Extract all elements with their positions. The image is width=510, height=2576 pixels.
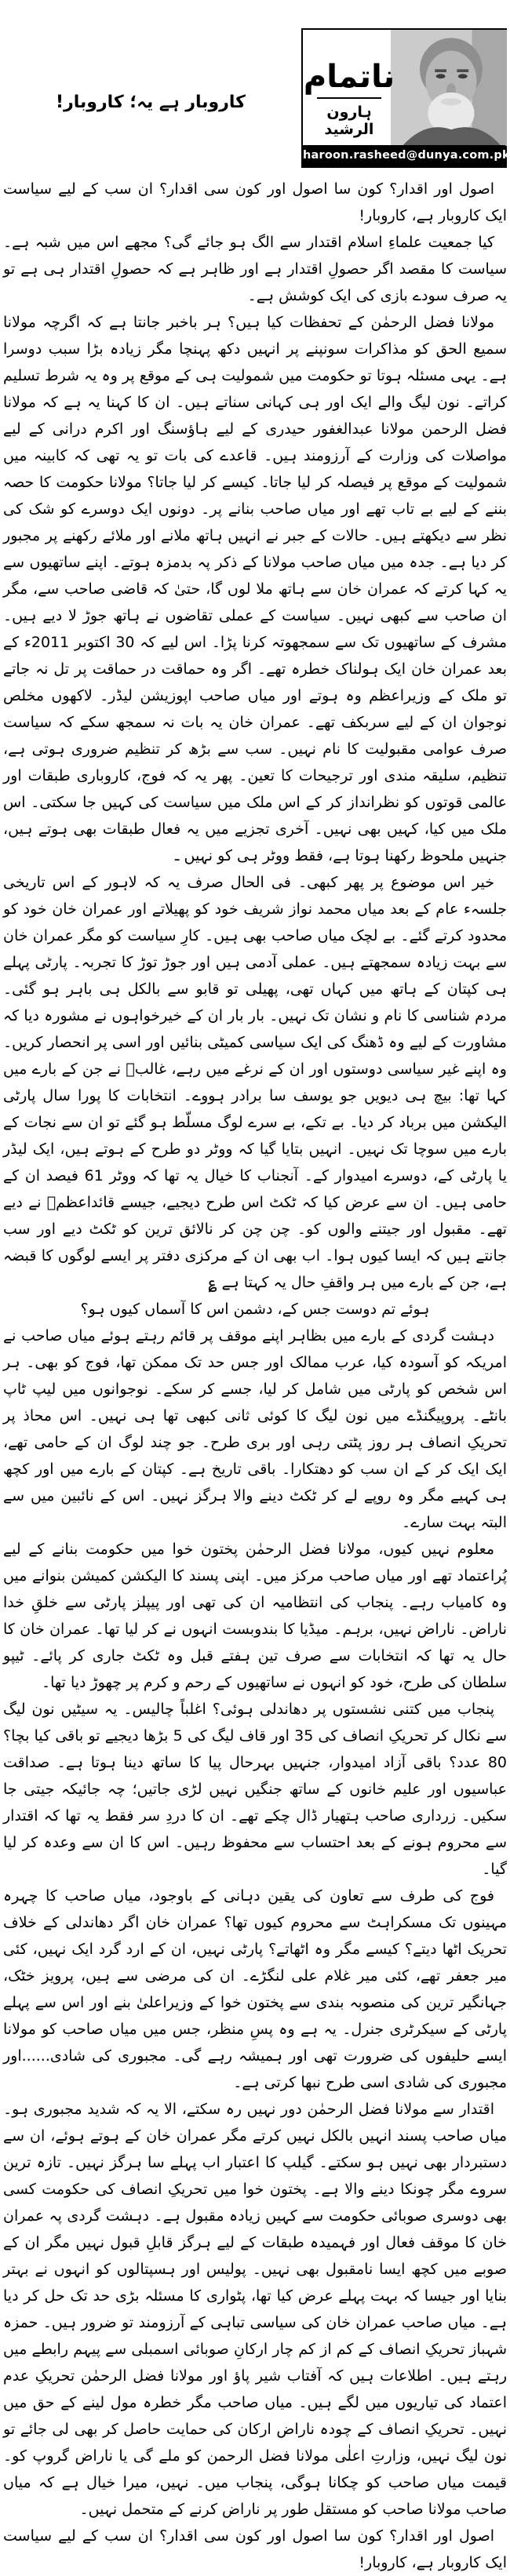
title-divider	[317, 97, 381, 99]
article-paragraph: معلوم نہیں کیوں، مولانا فضل الرحمٰن پختون خوا میں حکومت بنانے کے لیے پُراعتماد تھے اور میاں صاحب مرکز میں۔ اپنی پسند کا الیکشن کمیشن بنوانے میں وہ کامیاب رہے۔ پنجاب کی انتظامیہ ان کی تھی اور پیپلز پارٹی سے خلقِ خدا ناراض۔ ناراض نہیں، برہم۔ میڈیا کا بندوبست انہوں نے کر لیا تھا۔ عمران خان کا حال یہ تھا کہ انتخابات سے صرف تین ہفتے قبل وہ ٹکٹ جاری کر پائے۔ ٹیپو سلطان کی طرح، خود کو انہوں نے ساتھیوں کے رحم و کرم پر چھوڑ دیا تھا۔	[3, 1541, 507, 1691]
column-header-box	[301, 28, 510, 168]
author-name: ہارون الرشید	[324, 104, 374, 138]
verse-line: ہوئے تم دوست جس کے، دشمن اس کا آسماں کیوں ہو؟	[80, 1301, 430, 1318]
column-title-block	[303, 60, 395, 138]
author-photo-graphic	[391, 30, 507, 146]
article-body	[3, 176, 507, 2571]
article-paragraph: کیا جمعیت علماءِ اسلام اقتدار سے الگ ہو جائے گی؟ مجھے اس میں شبہ ہے۔ سیاست کا مقصد اگر حصولِ اقتدار ہے اور ظاہر ہے کہ حصولِ اقتدار ہی ہے تو یہ صرف سودے بازی کی ایک کوشش ہے۔	[3, 234, 507, 304]
article-paragraph: خیر اس موضوع پر پھر کبھی۔ فی الحال صرف یہ کہ لاہور کے اس تاریخی جلسہء عام کے بعد میاں محمد نواز شریف خود کو پھیلاتے اور عمران خان خود کو محدود کرتے گئے۔ بے لچک میاں صاحب بھی ہیں۔ کارِ سیاست کو مگر عمران خان سے بہت زیادہ سمجھتے ہیں۔ عملی آدمی ہیں اور جوڑ توڑ کا تجربہ۔ پارٹی پہلے ہی کپتان کے ہاتھ میں کہاں تھی، پھیلی تو قابو سے بالکل ہی باہر ہو گئی۔ مردم شناسی کا نام و نشان تک نہیں۔ بار بار ان کے خیرخواہوں نے مشورہ دیا کہ مشاورت کے لیے وہ ڈھنگ کی ایک سیاسی کمیٹی بنائیں اور اسی پر انحصار کریں۔ وہ اپنے غیر سیاسی دوستوں اور ان کے نرغے میں رہے، غالبؔ نے جن کے بارے میں کہا تھا: بیچ ہی دیویں جو یوسف سا برادر ہووے۔ انتخابات کا پورا سال پارٹی الیکشن میں برباد کر دیا۔ بے تکے، بے سرے لوگ مسلّط ہو گئے تو ان سے نجات کے بارے میں سوچا تک نہیں۔ انہیں بتایا گیا کہ ووٹر دو طرح کے ہوتے ہیں، ایک لیڈر یا پارٹی کے، دوسرے امیدوار کے۔ آنجناب کا خیال یہ تھا کہ ووٹر 61 فیصد ان کے حامی ہیں۔ ان سے عرض کیا کہ ٹکٹ اس طرح دیجیے، جیسے قائداعظمؒ نے دیے تھے۔ مقبول اور جیتنے والوں کو۔ چن چن کر نالائق ترین کو ٹکٹ دیے اور سب جانتے ہیں کہ ایسا کیوں ہوا۔ اب بھی ان کے مرکزی دفتر پر ایسے لوگوں کا قبضہ ہے، جن کے بارے میں ہر واقفِ حال یہ کہتا ہے ؏	[3, 874, 507, 1291]
article-paragraph: فوج کی طرف سے تعاون کی یقین دہانی کے باوجود، میاں صاحب کا چہرہ مہینوں تک مسکراہٹ سے محروم کیوں تھا؟ عمران خان اگر دھاندلی کے خلاف تحریک اٹھا دیتے؟ کیسے مگر وہ اٹھاتے؟ پارٹی نہیں، ان کے ارد گرد ایک نہیں، کئی میر جعفر تھے، کئی میر غلام علی لنگڑے۔ ان کی مرضی سے ہیں، پرویز خٹک، جہانگیر ترین کی منصوبہ بندی سے پختون خوا کے وزیراعلیٰ بنے اور اس سے پہلے پارٹی کے سیکرٹری جنرل۔ یہ ہے وہ پسِ منظر، جس میں میاں صاحب کو مولانا ایسے حلیفوں کی ضرورت تھی اور ہمیشہ رہے گی۔ مجبوری کی شادی......اور مجبوری کی شادی اسی طرح نبھا کرتی ہے۔	[3, 1887, 507, 2091]
author-photo	[391, 30, 507, 146]
article-paragraph: اقتدار سے مولانا فضل الرحمٰن دور نہیں رہ سکتے، الا یہ کہ شدید مجبوری ہو۔ میاں صاحب پسند انہیں بالکل نہیں کرتے مگر عمران خان کے ہوتے ہوئے، ان سے دستبردار بھی نہیں ہو سکتے۔ گیلپ کا اعتبار اب پہلے سا ہرگز نہیں۔ تازہ ترین سروے مگر چونکا دینے والا ہے۔ پختون خوا میں تحریکِ انصاف کی حکومت کسی بھی دوسری صوبائی حکومت سے کہیں زیادہ مقبول ہے۔ دہشت گردی پہ عمران خان کا موقف فعال اور فہمیدہ طبقات کے لیے ہرگز قابلِ قبول نہیں مگر ان کے صوبے میں کچھ ایسا نامقبول بھی نہیں۔ پولیس اور ہسپتالوں کو انہوں نے بہتر بنایا اور جیسا کہ بہت پہلے عرض کیا تھا، پٹواری کا مسئلہ بڑی حد تک حل کر دیا ہے۔ میاں صاحب عمران خان کی سیاسی تباہی کے آرزومند تو ضرور ہیں۔ حمزہ شہباز تحریکِ انصاف کے کم از کم چار ارکانِ صوبائی اسمبلی سے پیہم رابطے میں رہتے ہیں۔ اطلاعات ہیں کہ آفتاب شیر پاؤ اور مولانا فضل الرحمٰن تحریکِ عدم اعتماد کی تیاریوں میں لگے ہیں۔ میاں صاحب مگر خطرہ مول لینے کے حق میں نہیں۔ تحریکِ انصاف کے چودہ ناراض ارکان کی حمایت حاصل کر بھی لی جائے تو نون لیگ نہیں، وزارتِ اعلٰی مولانا فضل الرحمن کو ملے گی یا ناراض گروپ کو۔ قیمت میاں صاحب کو چکانا ہوگی، پنجاب میں۔ نہیں، میرا خیال ہے کہ میاں صاحب مولانا صاحب کو مستقل طور پر ناراض کرنے کے متحمل نہیں۔	[3, 2101, 507, 2518]
author-email: haroon.rasheed@dunya.com.pk	[303, 145, 505, 166]
article-headline: کاروبار ہے یہ؛ کاروبار!	[56, 93, 246, 112]
article-paragraph: دہشت گردی کے بارے میں بظاہر اپنے موقف پر قائم رہتے ہوئے میاں صاحب نے امریکہ کو آسودہ کیا، عرب ممالک اور جس حد تک ممکن تھا، فوج کو بھی۔ ہر اس شخص کو پارٹی میں شامل کر لیا، جسے کر سکے۔ نوجوانوں میں لیپ ٹاپ بانٹے۔ پروپیگنڈے میں نون لیگ کا کوئی ثانی کبھی تھا ہی نہیں۔ اس محاذ پر تحریکِ انصاف ہر روز پٹتی رہی اور بری طرح۔ جو چند لوگ ان کے حامی تھے، ایک ایک کر کے ان سب کو دھتکارا۔ باقی تاریخ ہے۔ کپتان کے بارے میں اور کچھ ہی کہیے مگر وہ روپے لے کر ٹکٹ دینے والا ہرگز نہیں۔ اس کے نائبین میں سے البتہ بہت سارے۔	[3, 1327, 507, 1531]
column-title: ناتمام	[303, 59, 395, 95]
article-paragraph: مولانا فضل الرحمٰن کے تحفظات کیا ہیں؟ ہر باخبر جانتا ہے کہ اگرچہ مولانا سمیع الحق کو مذاکرات سونپنے پر انہیں دکھ پہنچا مگر زیادہ بڑا سبب دوسرا ہے۔ یہی مسئلہ ہوتا تو حکومت میں شمولیت ہی کے موقع پر وہ یہ شرط تسلیم کراتے۔ نون لیگ والے ایک اور ہی کہانی سناتے ہیں۔ ان کا کہنا یہ ہے کہ مولانا فضل الرحمن مولانا عبدالغفور حیدری کے لیے ہاؤسنگ اور اکرم درانی کے لیے مواصلات کی وزارت کے آرزومند ہیں۔ قاعدے کی بات تو یہ تھی کہ کابینہ میں شمولیت کے موقع پر فیصلہ کر لیا جاتا۔ کیسے کر لیا جاتا؟ مولانا حکومت کا حصہ بننے کے لیے بے تاب تھے اور میاں صاحب بنانے پر۔ دونوں ایک دوسرے کو شک کی نظر سے دیکھتے ہیں۔ حالات کے جبر نے انہیں ہاتھ ملانے اور ملائے رکھنے پر مجبور کر دیا ہے۔ جدہ میں میاں صاحب مولانا کے ذکر پہ بدمزہ ہوتے۔ اپنے ساتھیوں سے یہ کہا کرتے کہ عمران خان سے ہاتھ ملا لوں گا، حتیٰ کہ قاضی صاحب سے، مگر ان صاحب سے کبھی نہیں۔ سیاست کے عملی تقاضوں نے ہاتھ جوڑ لا دیے ہیں۔ مشرف کے ساتھیوں تک سے سمجھوتہ کرنا پڑا۔ اس لیے کہ 30 اکتوبر 2011ء کے بعد عمران خان ایک ہولناک خطرہ تھے۔ اگر وہ حماقت در حماقت پر تل نہ جاتے تو ملک کے وزیراعظم وہ ہوتے اور میاں صاحب اپوزیشن لیڈر۔ لاکھوں مخلص نوجوان ان کے لیے سربکف تھے۔ عمران خان یہ بات نہ سمجھ سکے کہ سیاست صرف عوامی مقبولیت کا نام نہیں۔ سب سے بڑھ کر تنظیم ضروری ہوتی ہے، تنظیم، سلیقہ مندی اور ترجیحات کا تعین۔ پھر یہ کہ فوج، کاروباری طبقات اور عالمی قوتوں کو نظرانداز کر کے اس ملک میں سیاست کی کہیں جا سکتی۔ اس ملک میں کیا، کہیں بھی نہیں۔ آخری تجزیے میں یہ فعال طبقات بھی ہوتے ہیں، جنہیں ملحوظ رکھنا ہوتا ہے، فقط ووٹر ہی کو نہیں ـ	[3, 314, 507, 864]
article-paragraph: اصول اور اقدار؟ کون سا اصول اور کون سی اقدار؟ ان سب کے لیے سیاست ایک کاروبار ہے، کاروبار!	[3, 180, 507, 224]
article-paragraph: پنجاب میں کتنی نشستوں پر دھاندلی ہوئی؟ اغلباً چالیس۔ یہ سیٹیں نون لیگ سے نکال کر تحریکِ انصاف کی 35 اور قاف لیگ کی 5 بڑھا دیجیے تو باقی کیا بچا؟ 80 عدد؟ باقی آزاد امیدوار، جنہیں بہرحال پیا کا ساتھ دینا ہوتا ہے۔ صداقت عباسیوں اور علیم خانوں کے ساتھ جنگیں نہیں لڑی جاتیں؛ چہ جائیکہ جیتی جا سکیں۔ زرداری صاحب ہتھیار ڈال چکے تھے۔ ان کا دردِ سر فقط یہ تھا کہ اقتدار سے محروم ہونے کے بعد احتساب سے محفوظ رہیں۔ اس کا ان سے وعدہ کر لیا گیا۔	[3, 1701, 507, 1878]
article-paragraph: اصول اور اقدار؟ کون سا اصول اور کون سی اقدار؟ ان سب کے لیے سیاست ایک کاروبار ہے، کاروبار!	[3, 2527, 507, 2571]
